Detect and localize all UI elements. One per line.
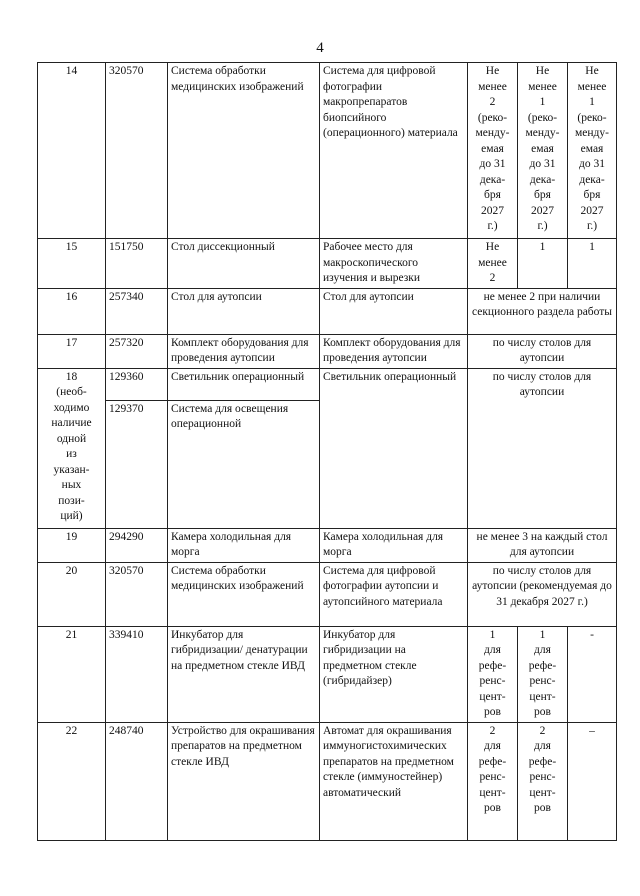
quantity-col-2-line: для	[534, 740, 551, 752]
equipment-description: Рабочее место для макроскопического изучения и вырезки	[320, 239, 468, 289]
row-number: 19	[38, 528, 106, 562]
quantity-col-1-line: ренс-	[479, 675, 506, 687]
quantity-col-1-line: цент-	[479, 690, 506, 703]
equipment-code: 248740	[106, 722, 168, 840]
row-number-line: одной	[56, 432, 87, 445]
quantity-col-1	[468, 722, 518, 840]
equipment-name: Стол для аутопсии	[168, 288, 320, 334]
quantity-col-2-line: 1	[539, 241, 546, 253]
row-number-line: пози-	[58, 494, 85, 507]
equipment-name: Система обработки медицинских изображений	[168, 63, 320, 239]
quantity-col-2-line: рефе-	[528, 755, 557, 768]
table-row	[38, 368, 617, 400]
quantity-col-3-line: 1	[589, 241, 595, 253]
quantity-col-1-line: 2027	[481, 204, 504, 217]
quantity-col-2-line: ренс-	[529, 675, 556, 687]
quantity-col-1-line: цент-	[479, 786, 506, 799]
quantity-col-1-line: 2	[489, 272, 496, 284]
row-number-line: 18	[65, 370, 78, 383]
table-row	[38, 722, 617, 840]
table-row	[38, 288, 617, 334]
row-number: 20	[38, 562, 106, 626]
quantity-col-1-line: дека-	[479, 173, 506, 186]
row-number: 14	[38, 63, 106, 239]
quantity-col-3-line: до 31	[579, 158, 605, 170]
equipment-quantity: не менее 3 на каждый стол для аутопсии	[468, 528, 617, 562]
quantity-col-3-line: менду-	[575, 127, 609, 139]
quantity-col-1-line: ренс-	[479, 771, 506, 783]
equipment-description: Камера холодильная для морга	[320, 528, 468, 562]
equipment-code: 294290	[106, 528, 168, 562]
row-number: 16	[38, 288, 106, 334]
equipment-quantity: по числу столов для аутопсии	[468, 334, 617, 368]
quantity-col-1-line: ров	[484, 706, 501, 718]
quantity-col-3	[568, 626, 617, 722]
quantity-col-3-line: –	[589, 724, 595, 737]
quantity-col-2-line: цент-	[529, 786, 556, 799]
quantity-col-3-line: емая	[580, 142, 604, 155]
quantity-col-1	[468, 626, 518, 722]
quantity-col-2-line: цент-	[529, 690, 556, 703]
quantity-col-1-line: Не	[485, 241, 500, 253]
quantity-col-2-line: (реко-	[527, 111, 558, 124]
quantity-col-1-line: г.)	[487, 220, 498, 232]
equipment-name: Устройство для окрашивания препаратов на предметном стекле ИВД	[168, 722, 320, 840]
quantity-col-2	[518, 626, 568, 722]
quantity-col-1	[468, 239, 518, 289]
equipment-name: Комплект оборудования для проведения аутопсии	[168, 334, 320, 368]
row-number-line: ций)	[60, 510, 83, 522]
table-row	[38, 239, 617, 289]
quantity-col-1-line: рефе-	[478, 659, 507, 672]
quantity-col-1-line: для	[484, 644, 501, 656]
quantity-col-2-line: бря	[534, 189, 551, 201]
quantity-col-2	[518, 722, 568, 840]
equipment-code: 129370	[106, 400, 168, 528]
row-number-line: наличие	[51, 417, 92, 429]
quantity-col-1-line: (реко-	[477, 111, 508, 124]
row-number-line: ных	[61, 479, 82, 491]
equipment-description: Система для цифровой фотографии аутопсии и аутопсийного материала	[320, 562, 468, 626]
equipment-name: Система для освещения операционной	[168, 400, 320, 528]
quantity-col-2-line: ров	[534, 802, 551, 814]
equipment-code: 257340	[106, 288, 168, 334]
equipment-description: Комплект оборудования для проведения аутопсии	[320, 334, 468, 368]
quantity-col-3-line: менее	[577, 80, 607, 93]
quantity-col-1-line: для	[484, 740, 501, 752]
quantity-col-2-line: 2027	[531, 204, 554, 217]
quantity-col-1-line: ров	[484, 802, 501, 814]
quantity-col-1-line: 2	[489, 96, 496, 108]
row-number: 21	[38, 626, 106, 722]
quantity-col-2-line: г.)	[537, 220, 548, 232]
row-number	[38, 368, 106, 528]
quantity-col-1-line: менее	[478, 256, 507, 269]
equipment-name: Стол диссекционный	[168, 239, 320, 289]
quantity-col-1-line: Не	[485, 65, 500, 77]
page-number: 4	[316, 40, 324, 56]
quantity-col-2-line: до 31	[529, 158, 556, 170]
quantity-col-2	[518, 63, 568, 239]
quantity-col-3	[568, 722, 617, 840]
quantity-col-3-line: (реко-	[577, 111, 607, 124]
equipment-name: Светильник операционный	[168, 368, 320, 400]
equipment-name: Инкубатор для гибридизации/ денатурации на предметном стекле ИВД	[168, 626, 320, 722]
quantity-col-1-line: до 31	[479, 158, 506, 170]
quantity-col-3-line: -	[590, 628, 594, 641]
equipment-description: Система для цифровой фотографии макропрепаратов биопсийного (операционного) материала	[320, 63, 468, 239]
quantity-col-3-line: дека-	[579, 173, 605, 186]
quantity-col-1-line: бря	[484, 189, 501, 201]
quantity-col-3	[568, 63, 617, 239]
equipment-name: Система обработки медицинских изображений	[168, 562, 320, 626]
row-number: 17	[38, 334, 106, 368]
quantity-col-2-line: для	[534, 644, 551, 656]
row-number: 22	[38, 722, 106, 840]
equipment-name: Камера холодильная для морга	[168, 528, 320, 562]
equipment-code: 320570	[106, 562, 168, 626]
quantity-col-2-line: Не	[535, 65, 550, 77]
row-number-line: (необ-	[56, 386, 87, 398]
equipment-code: 151750	[106, 239, 168, 289]
quantity-col-2-line: ров	[534, 706, 551, 718]
equipment-code: 257320	[106, 334, 168, 368]
quantity-col-3-line: бря	[583, 189, 601, 201]
quantity-col-1-line: 1	[489, 628, 496, 641]
quantity-col-2-line: 2	[539, 724, 546, 737]
quantity-col-2-line: дека-	[529, 173, 556, 186]
equipment-code: 129360	[106, 368, 168, 400]
quantity-col-1-line: рефе-	[478, 755, 507, 768]
quantity-col-3-line: 2027	[580, 204, 604, 217]
table-row	[38, 562, 617, 626]
quantity-col-1-line: емая	[481, 142, 504, 155]
equipment-description: Инкубатор для гибридизации на предметном стекле (гибридайзер)	[320, 626, 468, 722]
equipment-description: Автомат для окрашивания иммуногистохимических препаратов на предметном стекле (иммуностейнер) автоматический	[320, 722, 468, 840]
row-number-line: ходимо	[53, 401, 90, 414]
quantity-col-3-line: 1	[589, 96, 595, 108]
equipment-code: 320570	[106, 63, 168, 239]
quantity-col-3-line: г.)	[586, 220, 598, 232]
quantity-col-2-line: 1	[539, 628, 546, 641]
equipment-quantity: по числу столов для аутопсии	[468, 368, 617, 528]
quantity-col-2-line: ренс-	[529, 771, 556, 783]
equipment-quantity: по числу столов для аутопсии (рекомендуемая до 31 декабря 2027 г.)	[468, 562, 617, 626]
row-number: 15	[38, 239, 106, 289]
quantity-col-2-line: менее	[528, 80, 557, 93]
quantity-col-2	[518, 239, 568, 289]
equipment-description: Светильник операционный	[320, 368, 468, 528]
quantity-col-1-line: 2	[489, 724, 496, 737]
table-row	[38, 528, 617, 562]
quantity-col-1-line: менду-	[475, 127, 510, 139]
table-row	[38, 626, 617, 722]
quantity-col-3-line: Не	[585, 65, 599, 77]
quantity-col-2-line: рефе-	[528, 659, 557, 672]
quantity-col-1	[468, 63, 518, 239]
quantity-col-2-line: менду-	[525, 127, 560, 139]
equipment-table	[37, 62, 617, 841]
quantity-col-3	[568, 239, 617, 289]
row-number-line: указан-	[53, 463, 90, 476]
quantity-col-2-line: 1	[539, 96, 546, 108]
quantity-col-1-line: менее	[478, 80, 507, 93]
equipment-quantity: не менее 2 при наличии секционного раздела работы	[468, 288, 617, 334]
row-number-line: из	[66, 448, 77, 460]
equipment-code: 339410	[106, 626, 168, 722]
table-row	[38, 334, 617, 368]
quantity-col-2-line: емая	[531, 142, 554, 155]
table-row	[38, 63, 617, 239]
equipment-description: Стол для аутопсии	[320, 288, 468, 334]
